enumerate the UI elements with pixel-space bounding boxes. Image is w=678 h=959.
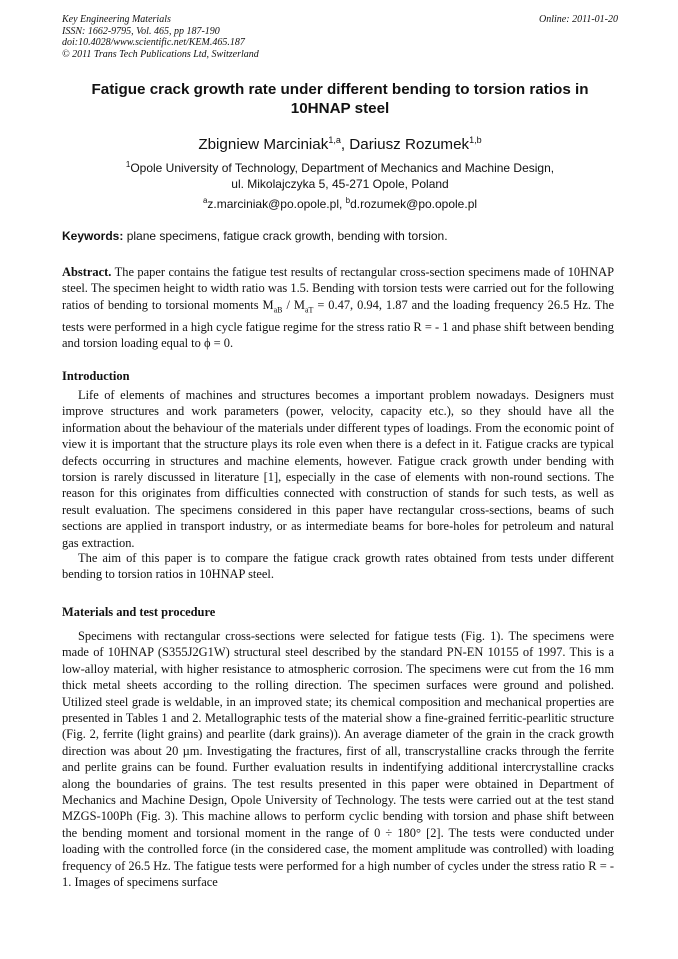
- journal-doi: doi:10.4028/www.scientific.net/KEM.465.187: [62, 37, 245, 48]
- journal-copyright: © 2011 Trans Tech Publications Ltd, Switzerland: [62, 48, 259, 60]
- email-b[interactable]: d.rozumek@po.opole.pl: [350, 197, 478, 211]
- email-separator: ,: [338, 197, 346, 211]
- moment-sub-torsion: aT: [304, 305, 314, 315]
- author-2-affil-mark: 1,b: [469, 135, 482, 145]
- abstract-text-3: = 0.47, 0.94, 1.87 and the loading frequency 26.5 Hz. The tests were performed in a high cycle fatigue regime for the stress ratio R = - 1 and phase shift between bending and torsion loading equal to ϕ = 0.: [62, 297, 615, 351]
- abstract-label: Abstract.: [62, 265, 112, 279]
- author-emails: [62, 193, 618, 212]
- online-date: Online: 2011-01-20: [539, 14, 618, 25]
- moment-sub-bending: aB: [273, 305, 283, 315]
- email-a[interactable]: z.marciniak@po.opole.pl: [207, 197, 339, 211]
- keywords-label: Keywords:: [62, 229, 124, 243]
- affiliation: [62, 157, 618, 192]
- author-separator: ,: [340, 136, 350, 154]
- abstract: [62, 264, 614, 352]
- journal-issn: ISSN: 1662-9795, Vol. 465, pp 187-190: [62, 25, 220, 37]
- abstract-text-1: The paper contains the fatigue test results of rectangular cross-section specimens made of 10HNAP steel. The specimen height to width ratio was 1.5. Bending with torsion tests were carried out for the following ratios of bending to torsional moments M: [62, 265, 614, 312]
- affiliation-mark: 1: [125, 160, 131, 169]
- title-line-2: 10HNAP steel: [290, 100, 390, 117]
- materials-heading: Materials and test procedure: [62, 605, 216, 619]
- author-list: [62, 131, 618, 154]
- author-1-affil-mark: 1,a: [328, 135, 341, 145]
- affiliation-line-2: ul. Mikolajczyka 5, 45-271 Opole, Poland: [231, 177, 449, 191]
- email-mark-a: a: [202, 196, 208, 205]
- author-2: Dariusz Rozumek: [349, 136, 470, 154]
- keywords-text: plane specimens, fatigue crack growth, bending with torsion.: [123, 229, 448, 243]
- author-1: Zbigniew Marciniak: [198, 136, 329, 154]
- introduction-paragraph-2: The aim of this paper is to compare the fatigue crack growth rates obtained from tests under different bending to torsion ratios in 10HNAP steel.: [62, 551, 614, 582]
- email-mark-b: b: [345, 196, 351, 205]
- materials-paragraph-1: Specimens with rectangular cross-sections were selected for fatigue tests (Fig. 1). The specimens were made of 10HNAP (S355J2G1W) structural steel described by the standard PN-EN 10155 of 1997. This is a low-alloy material, with higher resistance to atmospheric corrosion. The specimens were cut from the 16 mm thick metal sheets according to the rolling direction. The specimen surfaces were ground and polished. Utilized steel grade is weldable, in an improved state; its chemical composition and mechanical properties are presented in Tables 1 and 2. Metallographic tests of the material show a fine-grained ferritic-pearlitic structure (Fig. 2, ferrite (light grains) and pearlite (dark grains)). An average diameter of the grain in the crack growth direction was about 20 µm. Investigating the fractures, first of all, transcrystalline cracks through the ferrite and perlite grains can be found. Further evaluation results in indentifying additional intercrystalline cracks along the boundaries of grains. The test results presented in this paper were obtained in Department of Mechanics and Machine Design, Opole University of Technology. The tests were carried out at the test stand MZGS-100Ph (Fig. 3). This machine allows to perform cyclic bending with torsion and phase shift between the bending moment and torsional moment in the range of 0 ÷ 180° [2]. The tests were conducted under loading with the controlled force (in the considered case, the moment amplitude was controlled) with loading frequency of 26.5 Hz. The fatigue tests were performed for a high number of cycles under the stress ratio R = - 1. Images of specimens surface: [62, 629, 614, 890]
- journal-header: [62, 14, 618, 60]
- abstract-text-2: / M: [282, 297, 305, 312]
- affiliation-line-1: Opole University of Technology, Department of Mechanics and Machine Design,: [130, 161, 555, 175]
- keywords: [62, 229, 618, 244]
- journal-name: Key Engineering Materials: [62, 14, 171, 25]
- introduction-heading: Introduction: [62, 369, 130, 383]
- introduction-paragraph-1: Life of elements of machines and structures becomes a important problem nowadays. Designers must improve structures and work parameters (power, velocity, capacity etc.), so they should have all the information about the behaviour of the materials under different types of loadings. From the economic point of view it is important that the structure plays its role even when there is a defect in it. Fatigue cracks are typical defects occurring in structures and machine elements, however. Fatigue crack growth under bending with torsion is rarely discussed in literature [1], especially in the case of elements with non-round sections. The reason for this originates from difficulties connected with construction of stands for such tests, as well as result evaluation. The specimens considered in this paper have rectangular cross-sections, beams of such sections are applied in transport industry, or as intermediate beams for bore-holes for petroleum and natural gas extraction.: [62, 388, 614, 550]
- title-line-1: Fatigue crack growth rate under different bending to torsion ratios in: [91, 81, 589, 98]
- paper-title: [62, 80, 618, 118]
